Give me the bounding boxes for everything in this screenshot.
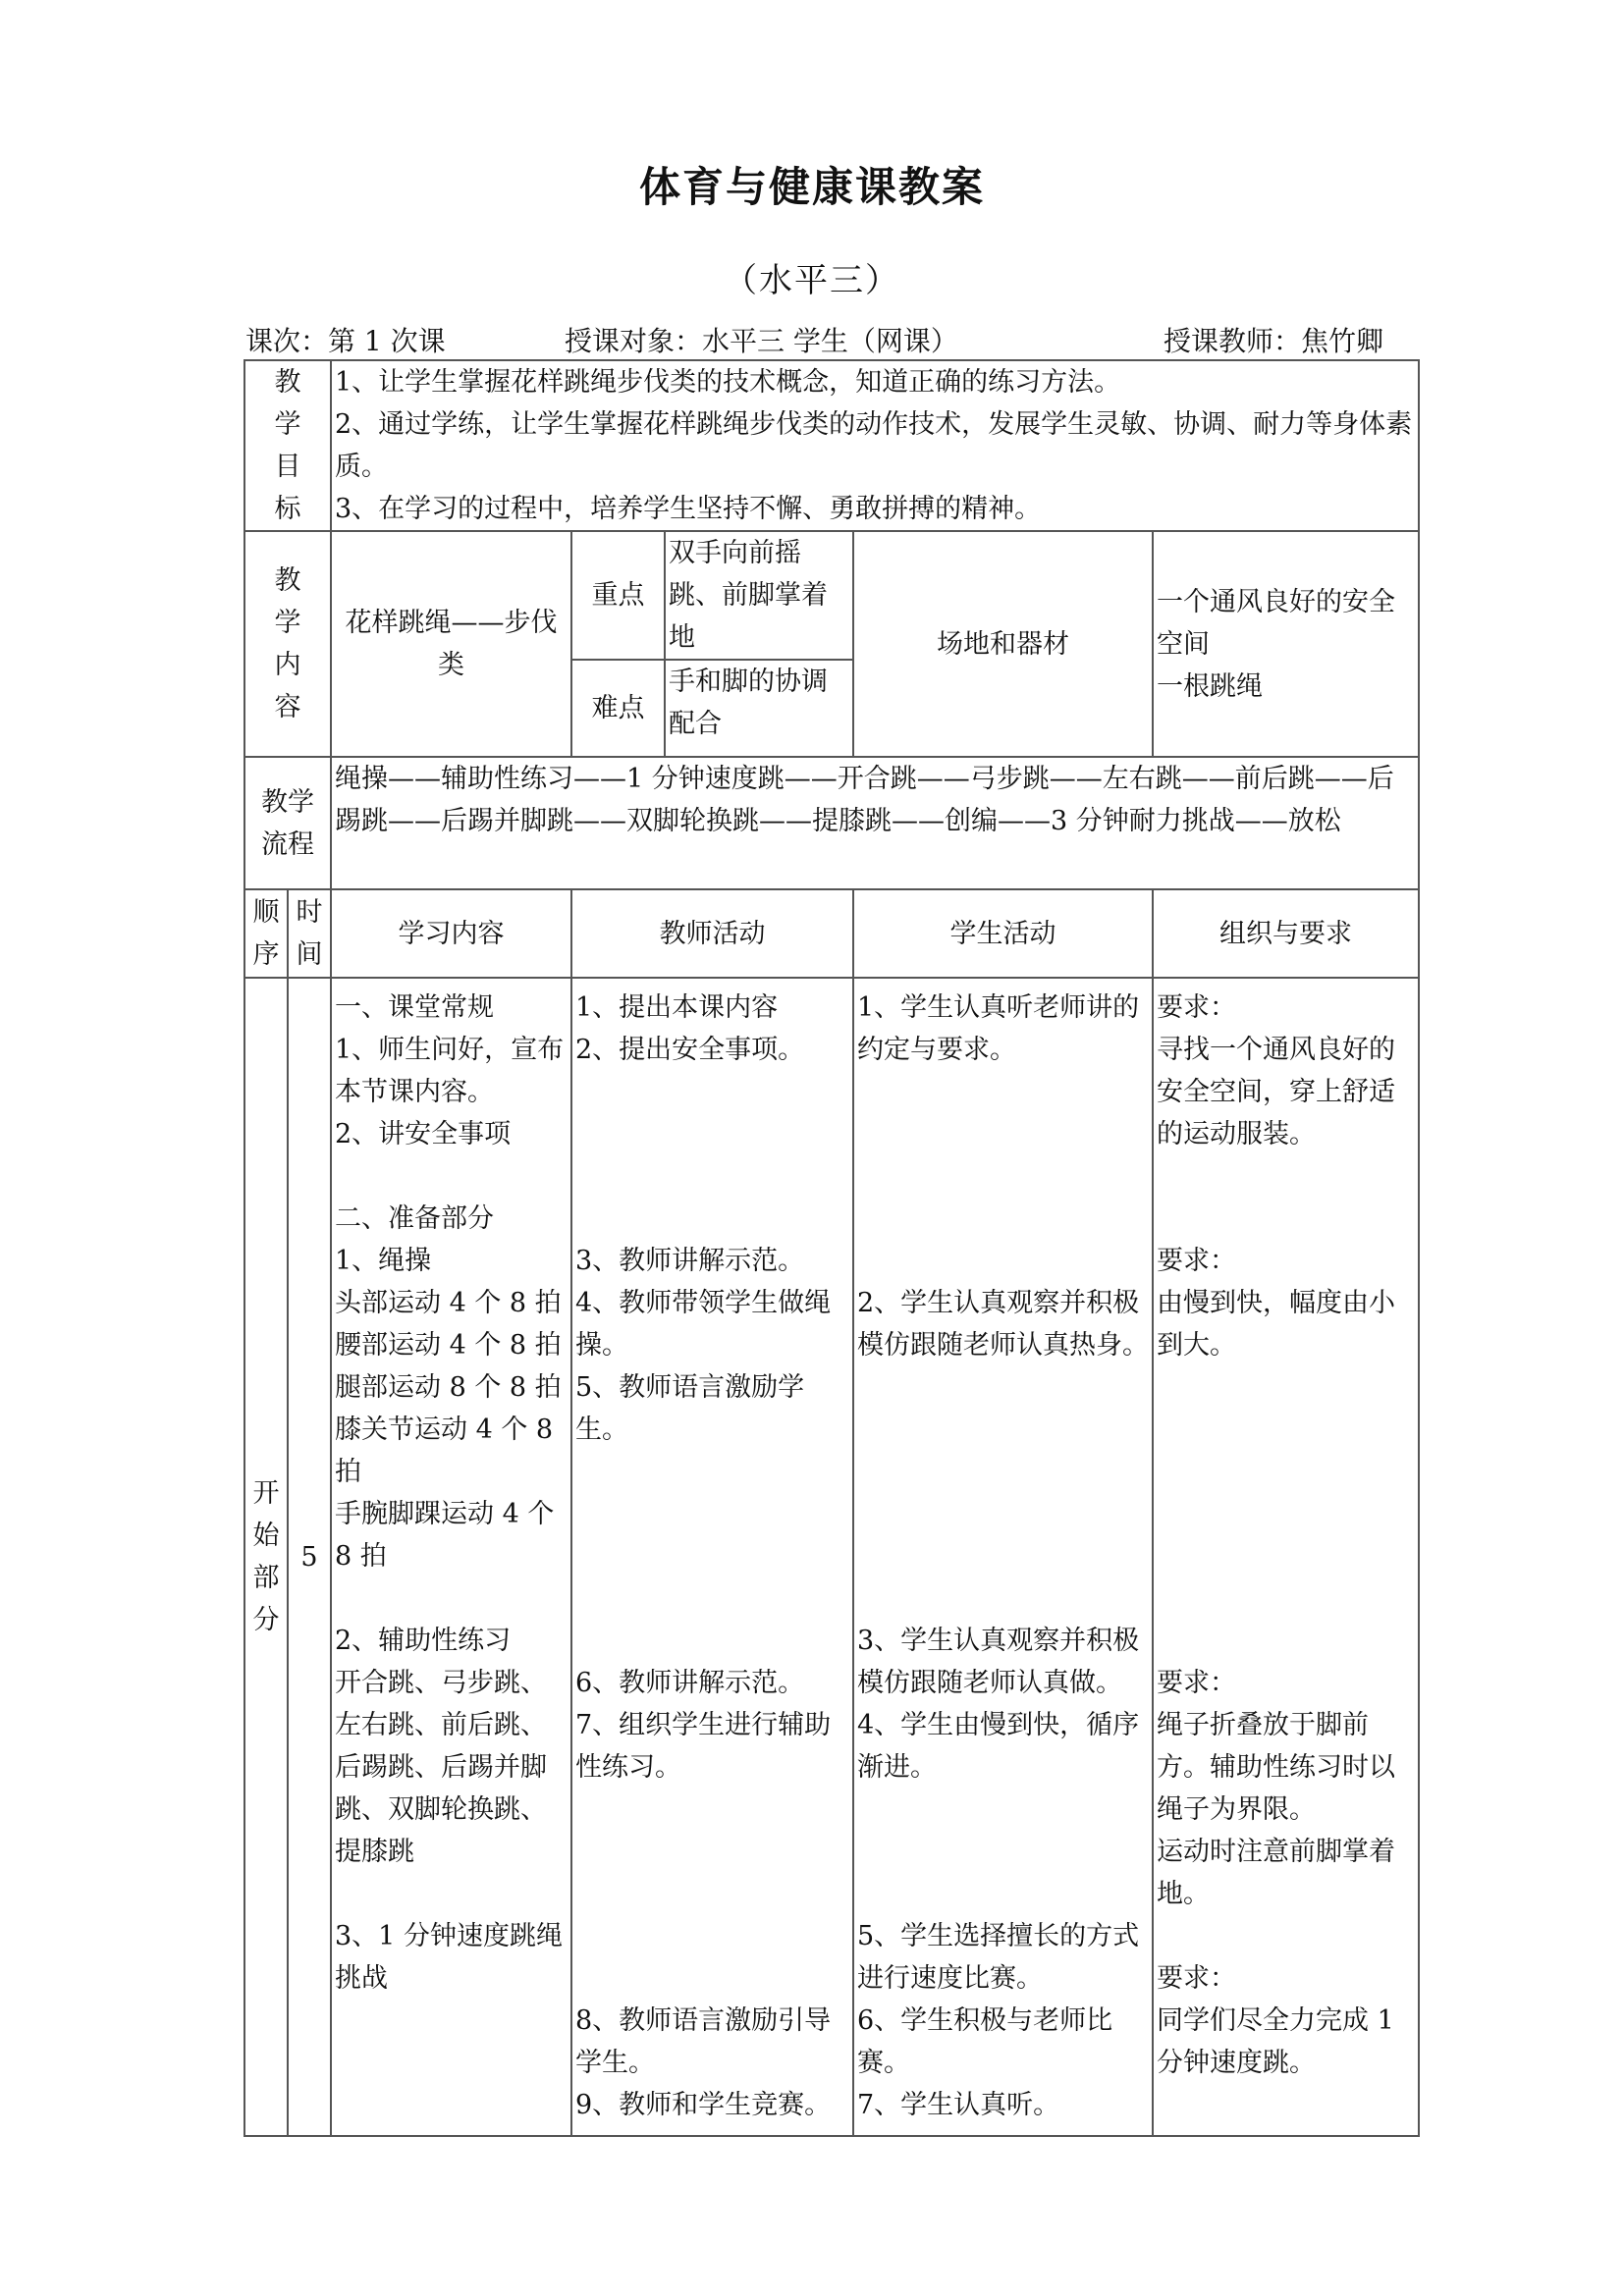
content-label: 教 学 内 容 (244, 531, 331, 757)
key-point-text: 双手向前摇跳、前脚掌着地 (665, 531, 853, 660)
section-time: 5 (288, 978, 331, 2136)
venue-text: 一个通风良好的安全空间 一根跳绳 (1153, 531, 1419, 757)
section-teacher: 1、提出本课内容 2、提出安全事项。 3、教师讲解示范。 4、教师带领学生做绳操。 5、教师语言激励学生。 6、教师讲解示范。 7、组织学生进行辅助性练习。 8、教师语言激励引导学生。 9、教师和学生竞赛。 (571, 978, 853, 2136)
lesson-teacher: 授课教师：焦竹卿 (1164, 325, 1384, 357)
flow-row (244, 757, 1419, 889)
goals-row (244, 360, 1419, 531)
goals-label: 教 学 目 标 (244, 360, 331, 531)
section-org: 要求： 寻找一个通风良好的安全空间，穿上舒适的运动服装。 要求： 由慢到快，幅度由小到大。 要求： 绳子折叠放于脚前方。辅助性练习时以绳子为界限。 运动时注意前脚掌着地。 要求： 同学们尽全力完成 1 分钟速度跳。 (1153, 978, 1419, 2136)
org-header: 组织与要求 (1153, 889, 1419, 978)
lesson-plan-table (244, 359, 1420, 2137)
content-row-key (244, 531, 1419, 660)
goals-text: 1、让学生掌握花样跳绳步伐类的技术概念，知道正确的练习方法。 2、通过学练，让学生掌握花样跳绳步伐类的动作技术，发展学生灵敏、协调、耐力等身体素质。 3、在学习的过程中，培养学生坚持不懈、勇敢拼搏的精神。 (331, 360, 1419, 531)
venue-label: 场地和器材 (853, 531, 1153, 757)
student-header: 学生活动 (853, 889, 1153, 978)
header-row (244, 889, 1419, 978)
lesson-number: 课次：第 1 次课 (245, 325, 446, 357)
teacher-header: 教师活动 (571, 889, 853, 978)
lesson-audience: 授课对象：水平三 学生（网课） (565, 325, 958, 357)
flow-label: 教学 流程 (244, 757, 331, 889)
flow-text: 绳操——辅助性练习——1 分钟速度跳——开合跳——弓步跳——左右跳——前后跳——后踢跳——后踢并脚跳——双脚轮换跳——提膝跳——创编——3 分钟耐力挑战——放松 (331, 757, 1419, 889)
order-header: 顺 序 (244, 889, 288, 978)
section-row (244, 978, 1419, 2136)
difficulty-text: 手和脚的协调配合 (665, 660, 853, 757)
page-subtitle: （水平三） (724, 261, 900, 300)
key-point-label: 重点 (571, 531, 665, 660)
time-header: 时 间 (288, 889, 331, 978)
learning-header: 学习内容 (331, 889, 571, 978)
difficulty-label: 难点 (571, 660, 665, 757)
content-topic: 花样跳绳——步伐类 (331, 531, 571, 757)
section-learning: 一、课堂常规 1、师生问好，宣布本节课内容。 2、讲安全事项 二、准备部分 1、绳操 头部运动 4 个 8 拍 腰部运动 4 个 8 拍 腿部运动 8 个 8 拍 膝关节运动 4 个 8 拍 手腕脚踝运动 4 个 8 拍 2、辅助性练习 开合跳、弓步跳、左右跳、前后跳、后踢跳、后踢并脚跳、双脚轮换跳、提膝跳 3、1 分钟速度跳绳挑战 (331, 978, 571, 2136)
section-order: 开 始 部 分 (244, 978, 288, 2136)
page-title: 体育与健康课教案 (638, 163, 985, 211)
section-student: 1、学生认真听老师讲的约定与要求。 2、学生认真观察并积极模仿跟随老师认真热身。 3、学生认真观察并积极模仿跟随老师认真做。 4、学生由慢到快，循序渐进。 5、学生选择擅长的方式进行速度比赛。 6、学生积极与老师比赛。 7、学生认真听。 (853, 978, 1153, 2136)
